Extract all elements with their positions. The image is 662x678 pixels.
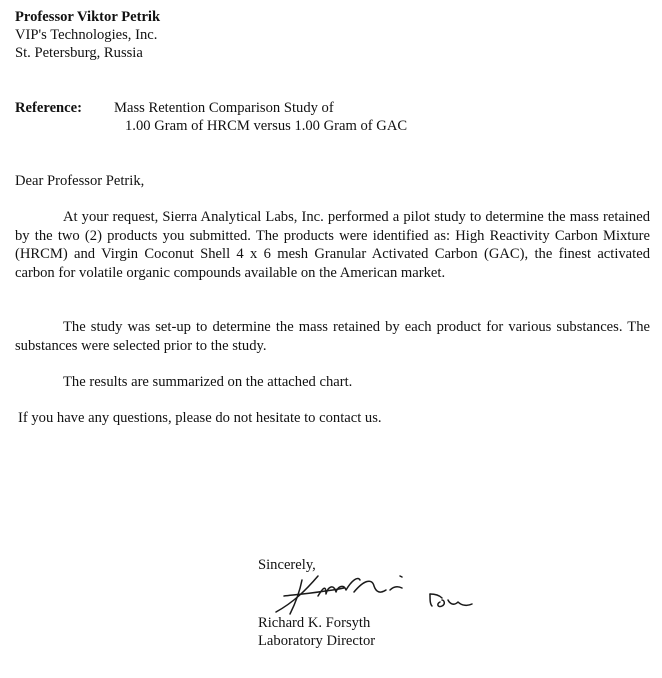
signer-name: Richard K. Forsyth [258,615,371,631]
reference-line-1: Mass Retention Comparison Study of [114,100,334,116]
reference-line-2: 1.00 Gram of HRCM versus 1.00 Gram of GAC [125,118,408,134]
recipient-company: VIP's Technologies, Inc. [15,27,158,43]
recipient-city: St. Petersburg, Russia [15,45,143,61]
body-paragraph-4: If you have any questions, please do not hesitate to contact us. [18,410,382,426]
salutation: Dear Professor Petrik, [15,173,145,189]
reference-label: Reference: [15,100,82,116]
body-paragraph-3: The results are summarized on the attached chart. [63,374,353,390]
closing-sincerely: Sincerely, [258,557,316,573]
signer-title: Laboratory Director [258,633,376,649]
handwritten-signature [272,572,482,618]
recipient-name: Professor Viktor Petrik [15,9,161,25]
body-paragraph-1: At your request, Sierra Analytical Labs, Inc. performed a pilot study to determine the mass retained by the two (2) products you submitted. The products were identified as: High Reactivity Carbon Mixture (HRCM) and Virgin Coconut Shell 4 x 6 mesh Granular Activated Carbon (GAC), the finest activated carbon for volatile organic compounds available on the American market. [15,209,650,281]
body-paragraph-2: The study was set-up to determine the mass retained by each product for various substances. The substances were selected prior to the study. [15,319,650,354]
